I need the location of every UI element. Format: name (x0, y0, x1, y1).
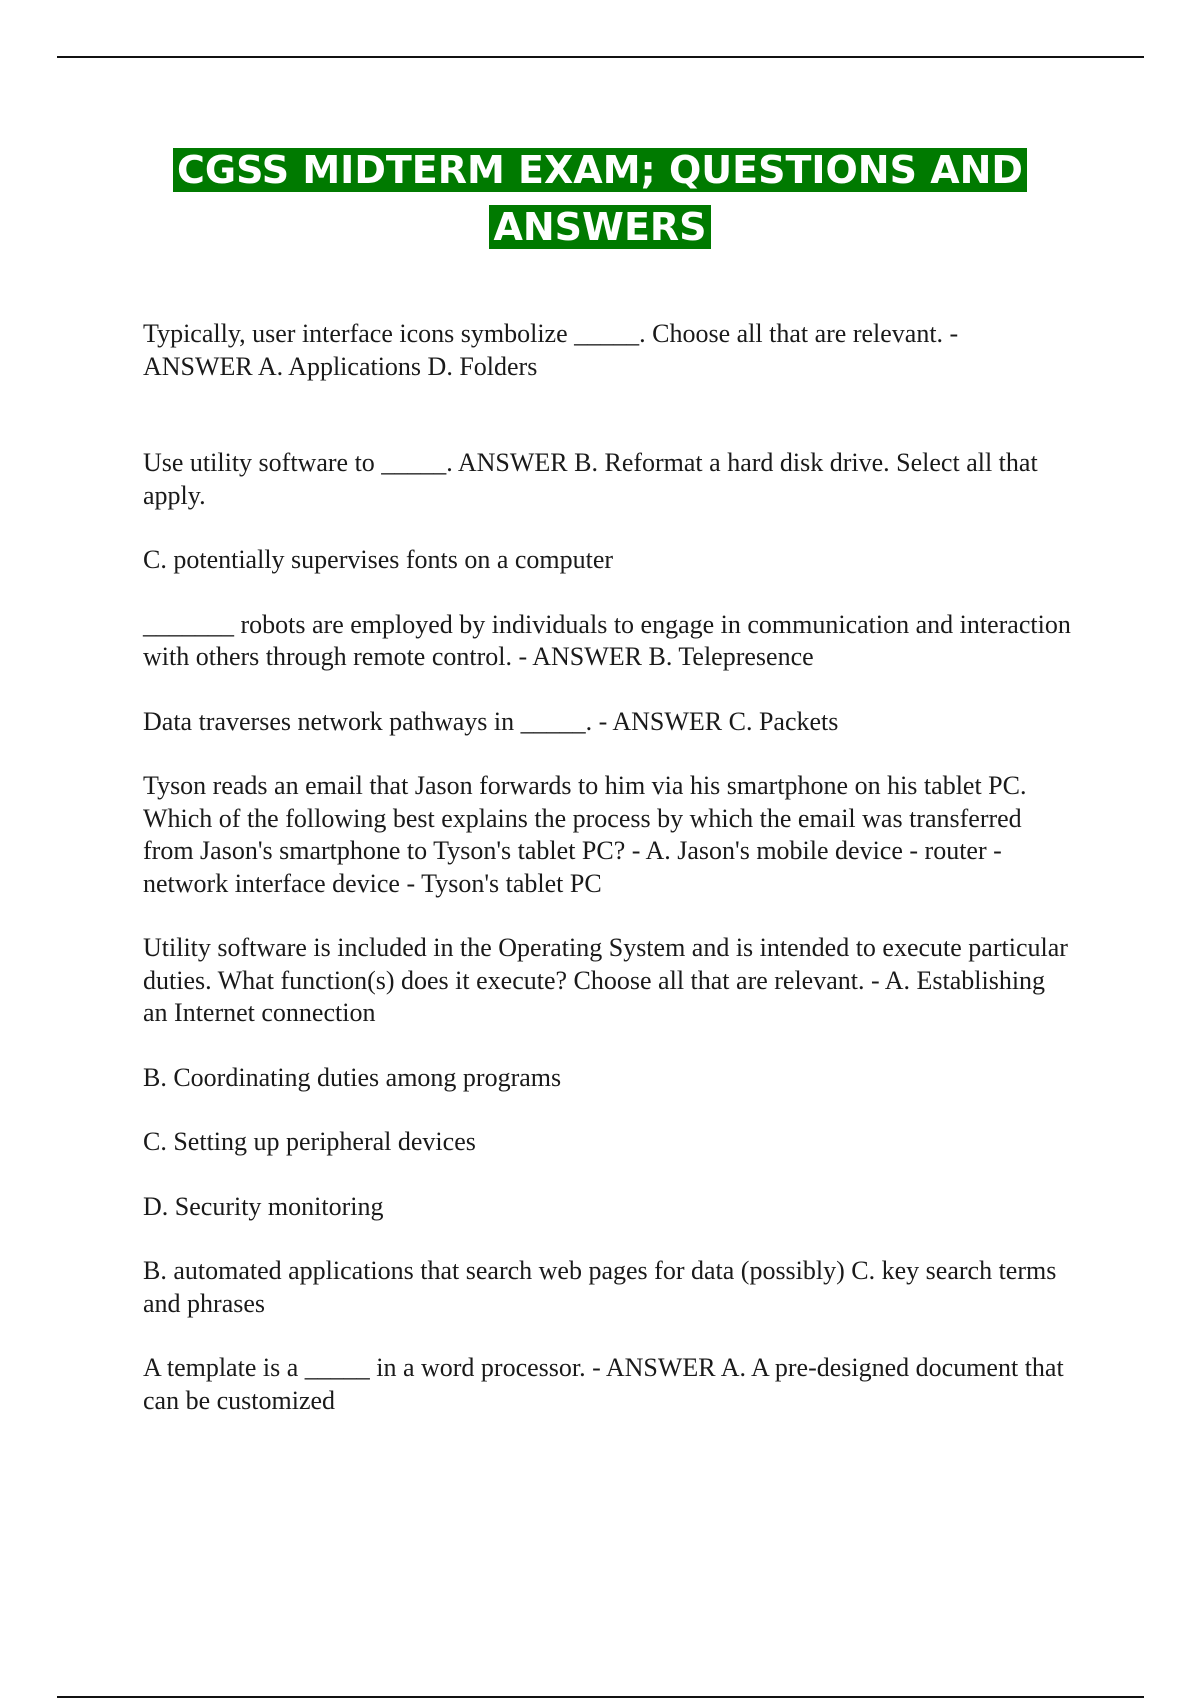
paragraph: A template is a _____ in a word processor. - ANSWER A. A pre-designed document that can be customized (143, 1353, 1064, 1415)
paragraph: B. Coordinating duties among programs (143, 1062, 562, 1092)
paragraph: B. automated applications that search web pages for data (possibly) C. key search terms and phrases (143, 1256, 1057, 1318)
paragraph: Tyson reads an email that Jason forwards to him via his smartphone on his tablet PC. Which of the following best explains the process by which the email was transferred from Jason's smartphone to Tyson's tablet PC? - A. Jason's mobile device - router - network interface device - Tyson's tablet PC (143, 771, 1027, 898)
title-text: CGSS MIDTERM EXAM; QUESTIONS AND ANSWERS (173, 148, 1027, 249)
paragraph: Utility software is included in the Operating System and is intended to execute particular duties. What function(s) does it execute? Choose all that are relevant. - A. Establishing an Internet connection (143, 933, 1068, 1027)
top-rule (57, 56, 1144, 58)
bottom-rule (57, 1696, 1144, 1698)
paragraph: _______ robots are employed by individuals to engage in communication and interaction with others through remote control. - ANSWER B. Telepresence (143, 609, 1071, 671)
paragraph: C. Setting up peripheral devices (143, 1127, 476, 1156)
paragraph: D. Security monitoring (143, 1191, 384, 1221)
paragraph: Use utility software to _____. ANSWER B. Reformat a hard disk drive. Select all that apply. (143, 448, 1038, 510)
paragraph: C. potentially supervises fonts on a computer (143, 545, 614, 574)
page-title (0, 142, 1200, 256)
paragraph: Typically, user interface icons symbolize _____. Choose all that are relevant. - ANSWER A. Applications D. Folders (143, 319, 959, 381)
paragraph: Data traverses network pathways in _____. - ANSWER C. Packets (143, 706, 839, 736)
document-body (143, 318, 1073, 1417)
